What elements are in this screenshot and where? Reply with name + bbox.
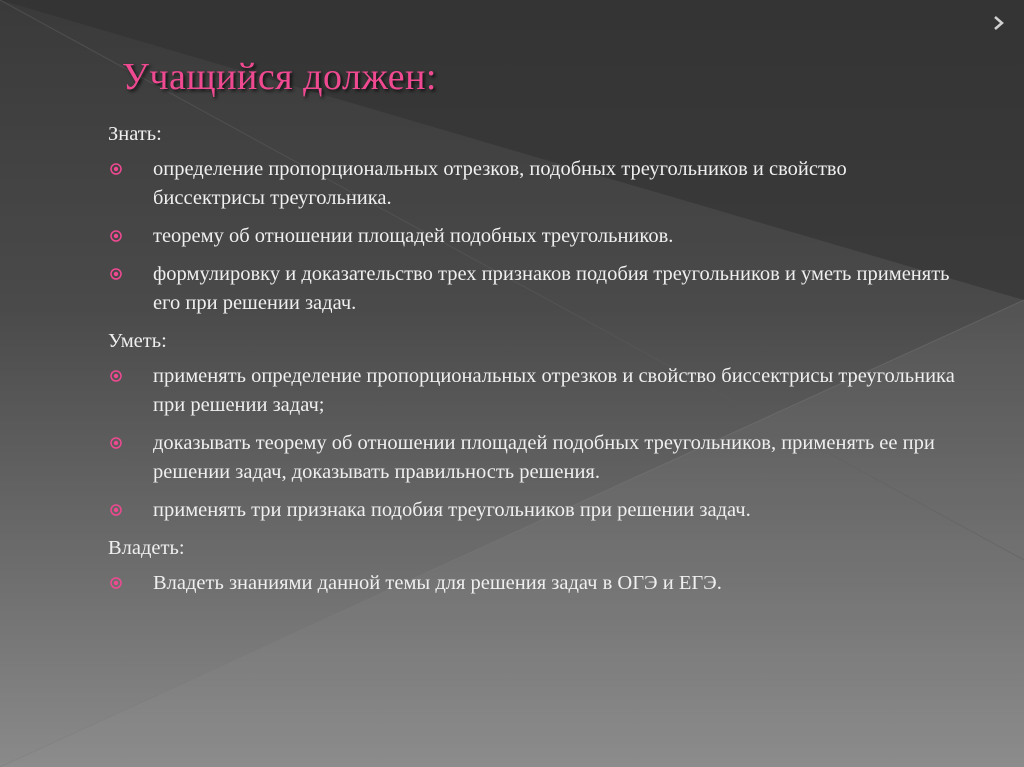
target-bullet-icon — [110, 370, 122, 382]
list-item — [108, 496, 958, 525]
list-item — [108, 429, 958, 487]
list-item — [108, 222, 958, 251]
list-item-text: применять три признака подобия треугольников при решении задач. — [153, 499, 751, 521]
list-item — [108, 260, 958, 318]
list-item — [108, 362, 958, 420]
section-label-know: Знать: — [108, 123, 162, 145]
target-bullet-icon — [110, 230, 122, 242]
list-item — [108, 569, 958, 598]
list-item — [108, 155, 958, 213]
list-item-text: формулировку и доказательство трех признаков подобия треугольников и уметь применять его при решении задач. — [153, 263, 950, 314]
section-label-can: Уметь: — [108, 330, 167, 352]
list-item-text: определение пропорциональных отрезков, подобных треугольников и свойство биссектрисы треугольника. — [153, 158, 847, 209]
slide-content — [108, 120, 958, 607]
slide-title: Учащийся должен: — [122, 56, 437, 98]
target-bullet-icon — [110, 504, 122, 516]
list-item-text: Владеть знаниями данной темы для решения задач в ОГЭ и ЕГЭ. — [153, 572, 722, 594]
list-item-text: теорему об отношении площадей подобных треугольников. — [153, 225, 674, 247]
list-item-text: применять определение пропорциональных отрезков и свойство биссектрисы треугольника при решении задач; — [153, 365, 955, 416]
target-bullet-icon — [110, 437, 122, 449]
target-bullet-icon — [110, 577, 122, 589]
target-bullet-icon — [110, 163, 122, 175]
chevron-right-icon[interactable] — [993, 16, 1005, 30]
list-item-text: доказывать теорему об отношении площадей подобных треугольников, применять ее при решении задач, доказывать правильность решения. — [153, 432, 935, 483]
section-label-master: Владеть: — [108, 537, 185, 559]
target-bullet-icon — [110, 268, 122, 280]
